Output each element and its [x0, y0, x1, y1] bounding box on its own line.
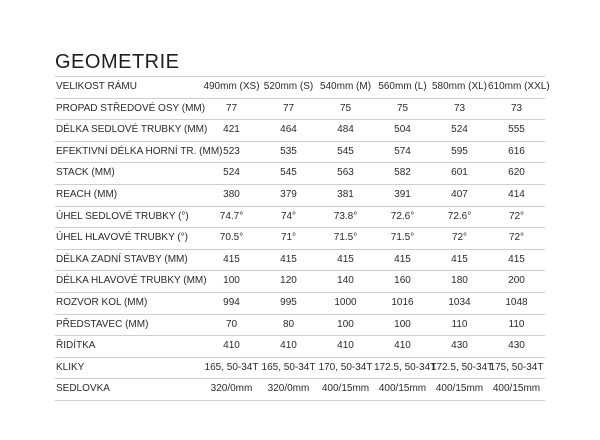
table-cell: 1034: [448, 296, 471, 308]
table-cell: 616: [508, 145, 525, 157]
table-row: [55, 336, 545, 358]
table-cell: 410: [337, 340, 354, 352]
table-cell: 160: [394, 275, 411, 287]
row-label: SEDLOVKA: [56, 383, 110, 395]
table-cell: 535: [280, 145, 297, 157]
table-cell: 170, 50-34T: [318, 361, 373, 373]
table-cell: 545: [280, 167, 297, 179]
table-cell: 80: [282, 318, 295, 330]
geometry-table-body: [55, 77, 550, 401]
table-cell: 524: [451, 124, 468, 136]
table-cell: 601: [451, 167, 468, 179]
row-label: ÚHEL HLAVOVÉ TRUBKY (°): [56, 232, 188, 244]
row-label: STACK (MM): [56, 167, 115, 179]
row-label: KLIKY: [56, 361, 85, 373]
table-cell: 100: [337, 318, 354, 330]
size-header: 490mm (XS): [203, 81, 260, 92]
row-label: DÉLKA HLAVOVÉ TRUBKY (MM): [56, 275, 207, 287]
table-row: [55, 357, 545, 379]
table-cell: 75: [339, 102, 352, 114]
table-row: [55, 163, 545, 185]
table-cell: 72.6°: [390, 210, 415, 222]
table-row: [55, 292, 545, 314]
geometry-sheet: [55, 48, 550, 401]
table-cell: 430: [451, 340, 468, 352]
table-cell: 504: [394, 124, 411, 136]
table-cell: 555: [508, 124, 525, 136]
table-cell: 110: [508, 318, 525, 330]
size-header: 560mm (L): [378, 81, 427, 92]
table-cell: 400/15mm: [321, 383, 370, 395]
row-label: PŘEDSTAVEC (MM): [56, 318, 149, 330]
table-row: [55, 141, 545, 163]
table-cell: 1016: [391, 296, 414, 308]
table-cell: 200: [508, 275, 525, 287]
size-header: 520mm (S): [263, 81, 314, 92]
table-cell: 175, 50-34T: [489, 361, 544, 373]
table-cell: 400/15mm: [435, 383, 484, 395]
table-row: [55, 249, 545, 271]
table-cell: 165, 50-34T: [261, 361, 316, 373]
size-header: 610mm (XXL): [488, 81, 550, 92]
table-cell: 77: [225, 102, 238, 114]
table-cell: 379: [280, 188, 297, 200]
table-cell: 400/15mm: [378, 383, 427, 395]
table-cell: 380: [223, 188, 240, 200]
table-cell: 71.5°: [333, 232, 358, 244]
table-row: [55, 184, 545, 206]
row-label: DÉLKA ZADNÍ STAVBY (MM): [56, 253, 188, 265]
table-cell: 582: [394, 167, 411, 179]
table-cell: 620: [508, 167, 525, 179]
table-row: [55, 379, 545, 401]
row-label: ÚHEL SEDLOVÉ TRUBKY (°): [56, 210, 189, 222]
table-row: [55, 228, 545, 250]
table-cell: 77: [282, 102, 295, 114]
table-cell: 72°: [451, 232, 468, 244]
table-cell: 995: [280, 296, 297, 308]
table-cell: 415: [508, 253, 525, 265]
table-cell: 1048: [505, 296, 528, 308]
row-label: PROPAD STŘEDOVÉ OSY (MM): [56, 102, 206, 114]
table-cell: 410: [223, 340, 240, 352]
table-cell: 320/0mm: [267, 383, 310, 395]
table-cell: 430: [508, 340, 525, 352]
table-cell: 70.5°: [219, 232, 244, 244]
table-cell: 410: [280, 340, 297, 352]
table-cell: 563: [337, 167, 354, 179]
table-cell: 464: [280, 124, 297, 136]
table-row: [55, 98, 545, 120]
table-cell: 100: [223, 275, 240, 287]
table-cell: 415: [394, 253, 411, 265]
table-cell: 73: [510, 102, 523, 114]
table-cell: 73: [453, 102, 466, 114]
table-row: [55, 206, 545, 228]
table-cell: 70: [225, 318, 238, 330]
table-cell: 320/0mm: [210, 383, 253, 395]
row-label: ŘIDÍTKA: [56, 340, 96, 352]
table-cell: 75: [396, 102, 409, 114]
table-cell: 110: [451, 318, 468, 330]
table-row: [55, 271, 545, 293]
table-cell: 120: [280, 275, 297, 287]
size-header: 580mm (XL): [431, 81, 487, 92]
table-cell: 381: [337, 188, 354, 200]
row-label: ROZVOR KOL (MM): [56, 296, 148, 308]
table-cell: 172.5, 50-34T: [431, 361, 494, 373]
table-cell: 391: [394, 188, 411, 200]
table-cell: 71°: [280, 232, 297, 244]
header-label: VELIKOST RÁMU: [56, 81, 137, 92]
table-cell: 400/15mm: [492, 383, 541, 395]
table-cell: 100: [394, 318, 411, 330]
table-cell: 71.5°: [390, 232, 415, 244]
size-header: 540mm (M): [319, 81, 372, 92]
table-cell: 415: [223, 253, 240, 265]
table-cell: 994: [223, 296, 240, 308]
row-label: EFEKTIVNÍ DÉLKA HORNÍ TR. (MM): [56, 145, 223, 157]
row-label: REACH (MM): [56, 188, 118, 200]
page-title: GEOMETRIE: [55, 51, 180, 73]
table-cell: 545: [337, 145, 354, 157]
row-label: DÉLKA SEDLOVÉ TRUBKY (MM): [56, 124, 208, 136]
table-cell: 410: [394, 340, 411, 352]
table-row: [55, 314, 545, 336]
table-cell: 421: [223, 124, 240, 136]
table-cell: 407: [451, 188, 468, 200]
table-cell: 595: [451, 145, 468, 157]
table-cell: 415: [280, 253, 297, 265]
table-cell: 415: [451, 253, 468, 265]
header-row: [55, 77, 545, 99]
table-cell: 74.7°: [219, 210, 244, 222]
table-row: [55, 120, 545, 142]
table-cell: 524: [223, 167, 240, 179]
table-cell: 415: [337, 253, 354, 265]
table-cell: 165, 50-34T: [204, 361, 259, 373]
table-cell: 414: [508, 188, 525, 200]
table-cell: 180: [451, 275, 468, 287]
table-cell: 140: [337, 275, 354, 287]
table-cell: 523: [223, 145, 240, 157]
table-cell: 574: [394, 145, 411, 157]
table-cell: 72.6°: [447, 210, 472, 222]
table-cell: 73.8°: [333, 210, 358, 222]
table-cell: 484: [337, 124, 354, 136]
table-cell: 1000: [334, 296, 357, 308]
table-cell: 72°: [508, 210, 525, 222]
geometry-table: [55, 76, 550, 401]
table-cell: 72°: [508, 232, 525, 244]
table-cell: 74°: [280, 210, 297, 222]
table-cell: 172.5, 50-34T: [374, 361, 437, 373]
